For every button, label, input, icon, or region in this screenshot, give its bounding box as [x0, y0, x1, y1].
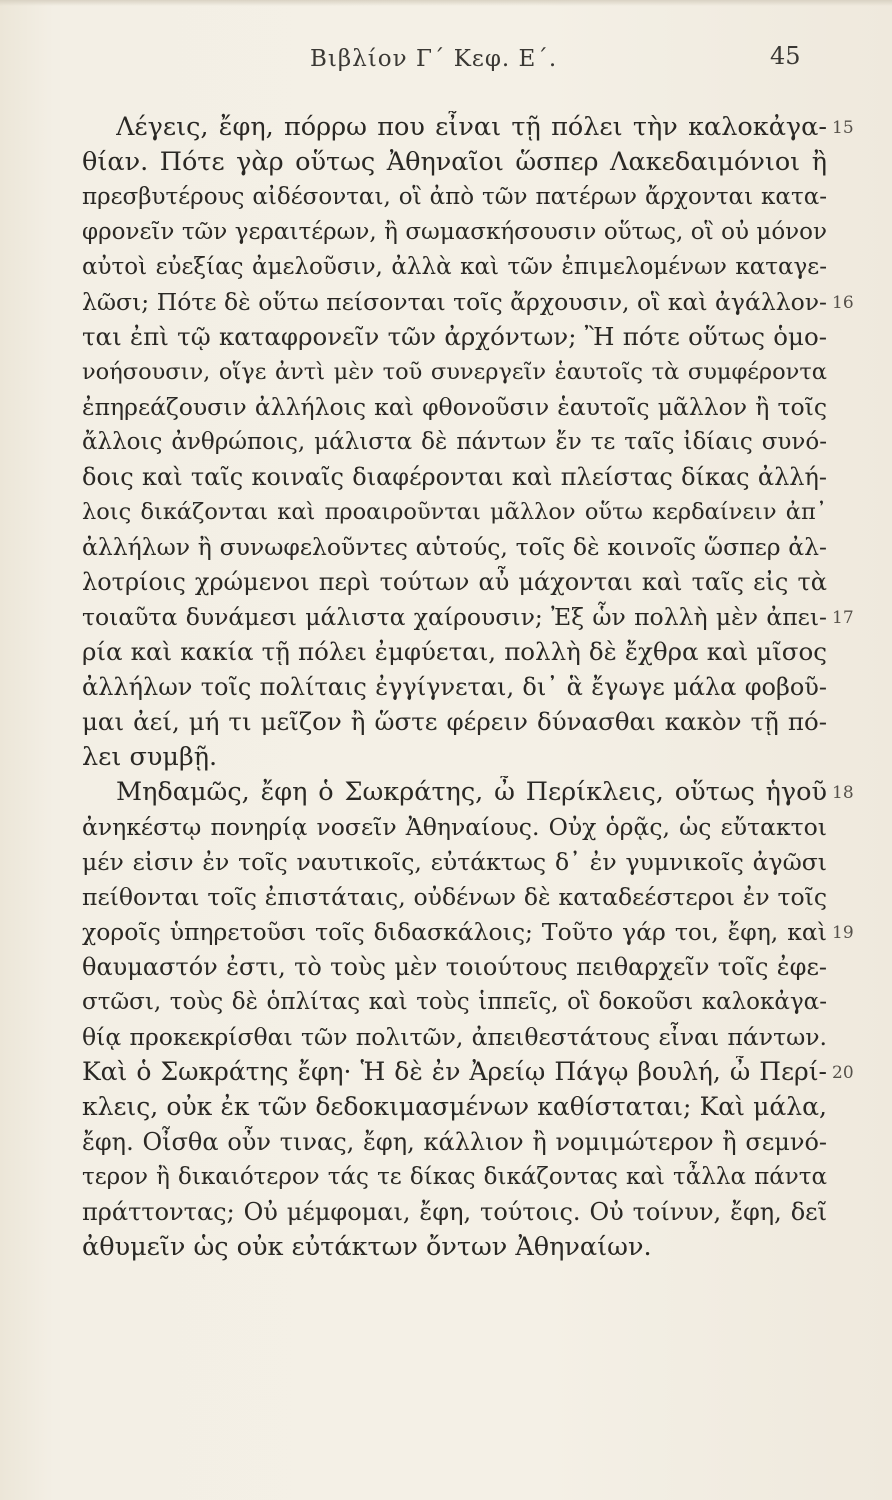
text-line: Καὶ ὁ Σωκράτης ἔφη· Ἡ δὲ ἐν Ἀρείῳ Πάγῳ βουλή, ὦ Περί- [82, 1057, 827, 1086]
text-line: θίαν. Πότε γὰρ οὕτως Ἀθηναῖοι ὥσπερ Λακεδαιμόνιοι ἢ [82, 147, 827, 177]
text-line: ἀλλήλων ἢ συνωφελοῦντες αὑτούς, τοῖς δὲ κοινοῖς ὥσπερ ἀλ- [82, 533, 827, 561]
text-line: ἔφη. Οἶσθα οὖν τινας, ἔφη, κάλλιον ἢ νομιμώτερον ἢ σεμνό- [82, 1128, 827, 1156]
page-number: 45 [770, 42, 801, 70]
text-line: πείθονται τοῖς ἐπιστάταις, οὐδένων δὲ καταδεέστεροι ἐν τοῖς [82, 883, 827, 911]
text-line: χοροῖς ὑπηρετοῦσι τοῖς διδασκάλοις; Τοῦτο γάρ τοι, ἔφη, καὶ [82, 918, 827, 946]
text-line: μέν εἰσιν ἐν τοῖς ναυτικοῖς, εὐτάκτως δ᾽ ἐν γυμνικοῖς ἀγῶσι [82, 848, 827, 876]
text-line: τοιαῦτα δυνάμεσι μάλιστα χαίρουσιν; Ἐξ ὧν πολλὴ μὲν ἀπει- [82, 603, 827, 631]
text-line: ται ἐπὶ τῷ καταφρονεῖν τῶν ἀρχόντων; Ἢ πότε οὕτως ὁμο- [82, 322, 827, 351]
text-line: λοτρίοις χρώμενοι περὶ τούτων αὖ μάχονται καὶ ταῖς εἰς τὰ [82, 568, 827, 596]
text-line: ἄλλοις ἀνθρώποις, μάλιστα δὲ πάντων ἔν τε ταῖς ἰδίαις συνό- [82, 429, 827, 455]
section-marker: 19 [832, 923, 854, 943]
text-line: ρία καὶ κακία τῇ πόλει ἐμφύεται, πολλὴ δὲ ἔχθρα καὶ μῖσος [82, 637, 827, 666]
text-line: λοις δικάζονται καὶ προαιροῦνται μᾶλλον οὕτω κερδαίνειν ἀπ᾽ [82, 499, 827, 525]
text-line: δοις καὶ ταῖς κοιναῖς διαφέρονται καὶ πλείστας δίκας ἀλλή- [82, 463, 827, 491]
text-line: θαυμαστόν ἐστι, τὸ τοὺς μὲν τοιούτους πειθαρχεῖν τοῖς ἐφε- [82, 953, 827, 981]
text-line: φρονεῖν τῶν γεραιτέρων, ἢ σωμασκήσουσιν οὕτως, οἳ οὐ μόνον [82, 219, 827, 245]
text-line: μαι ἀεί, μή τι μεῖζον ἢ ὥστε φέρειν δύνασθαι κακὸν τῇ πό- [82, 707, 827, 736]
text-line: Λέγεις, ἔφη, πόρρω που εἶναι τῇ πόλει τὴν καλοκἀγα- [116, 112, 827, 142]
running-title: Βιβλίον Γ´ Κεφ. Ε´. [310, 46, 558, 72]
text-line: λῶσι; Πότε δὲ οὕτω πείσονται τοῖς ἄρχουσιν, οἳ καὶ ἀγάλλον- [82, 288, 827, 316]
section-marker: 18 [832, 783, 854, 803]
section-marker: 15 [832, 118, 854, 138]
text-line: πράττοντας; Οὐ μέμφομαι, ἔφη, τούτοις. Οὐ τοίνυν, ἔφη, δεῖ [82, 1198, 827, 1226]
text-line: πρεσβυτέρους αἰδέσονται, οἳ ἀπὸ τῶν πατέρων ἄρχονται κατα- [82, 184, 827, 210]
text-line: Μηδαμῶς, ἔφη ὁ Σωκράτης, ὦ Περίκλεις, οὕτως ἡγοῦ [116, 777, 827, 807]
text-line: ἀλλήλων τοῖς πολίταις ἐγγίγνεται, δι᾽ ἃ ἔγωγε μάλα φοβοῦ- [82, 673, 827, 701]
text-line: αὐτοὶ εὐεξίας ἀμελοῦσιν, ἀλλὰ καὶ τῶν ἐπιμελομένων καταγε- [82, 254, 827, 280]
text-line: λει συμβῇ. [82, 742, 218, 772]
section-marker: 20 [832, 1063, 854, 1083]
section-marker: 16 [832, 293, 854, 313]
text-line: τερον ἢ δικαιότερον τάς τε δίκας δικάζοντας καὶ τἆλλα πάντα [82, 1164, 827, 1190]
text-line: ἀνηκέστῳ πονηρίᾳ νοσεῖν Ἀθηναίους. Οὐχ ὁρᾷς, ὡς εὔτακτοι [82, 813, 827, 841]
text-line: κλεις, οὐκ ἐκ τῶν δεδοκιμασμένων καθίσταται; Καὶ μάλα, [82, 1092, 827, 1121]
text-line: στῶσι, τοὺς δὲ ὁπλίτας καὶ τοὺς ἱππεῖς, οἳ δοκοῦσι καλοκἀγα- [82, 989, 827, 1015]
section-marker: 17 [832, 608, 854, 628]
text-line: ἀθυμεῖν ὡς οὐκ εὐτάκτων ὄντων Ἀθηναίων. [82, 1232, 652, 1262]
text-line: νοήσουσιν, οἵγε ἀντὶ μὲν τοῦ συνεργεῖν ἑαυτοῖς τὰ συμφέροντα [82, 359, 827, 385]
text-line: θίᾳ προκεκρίσθαι τῶν πολιτῶν, ἀπειθεστάτους εἶναι πάντων. [82, 1023, 827, 1051]
text-line: ἐπηρεάζουσιν ἀλλήλοις καὶ φθονοῦσιν ἑαυτοῖς μᾶλλον ἢ τοῖς [82, 393, 827, 421]
